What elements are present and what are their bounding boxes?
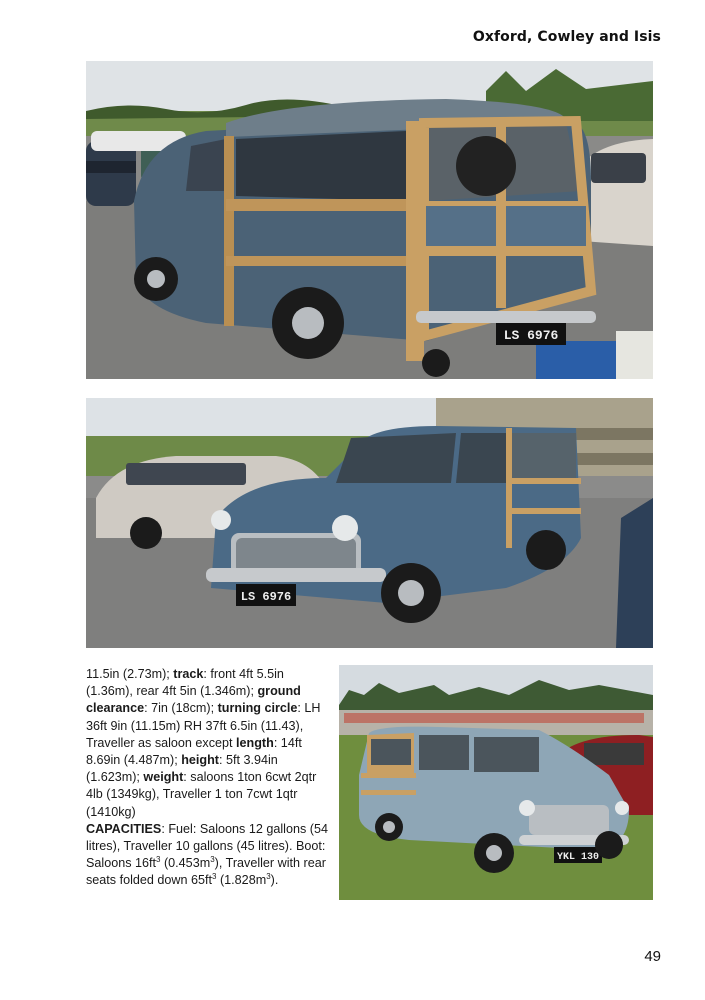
licence-plate: LS 6976 (503, 328, 559, 343)
photo-traveller-rear (86, 61, 653, 379)
spec-label: track (173, 667, 204, 681)
spec-label: CAPACITIES (86, 821, 162, 836)
spec-label: turning circle (217, 701, 298, 716)
spec-label: weight (143, 770, 184, 785)
specifications-text: 11.5in (2.73m); track: front 4ft 5.5in (1.36m), rear 4ft 5in (1.346m); ground clearance: 7in (18cm); turning circle: LH 36ft 9in (11.15m) RH 37ft 6.5in (11.43), Traveller as saloon except length: 14ft 8.69in (4.487m); height: 5ft 3.94in (1.623m); weight: saloons 1ton 6cwt 2qtr 4lb (1349kg), Traveller 1 ton 7cwt 1qtr (1410kg) CAPACITIES: Fuel: Saloons 12 gallons (54 litres), Traveller 10 gallons (45 litres). Boot: Saloons $16ft^3$ $(0.453m^3)$, Traveller with rear seats folded down $65ft^3$ $(1.828m^3)$. (86, 667, 328, 888)
running-header: Oxford, Cowley and Isis (472, 29, 661, 45)
photo-traveller-show (339, 665, 653, 900)
licence-plate: YKL 130 (556, 852, 600, 863)
page-number: 49 (644, 948, 661, 965)
spec-label: length (236, 735, 274, 750)
spec-label: height (181, 753, 219, 768)
photo-traveller-front (86, 398, 653, 648)
licence-plate: LS 6976 (240, 590, 292, 604)
spec-label: ground clearance (86, 684, 301, 716)
